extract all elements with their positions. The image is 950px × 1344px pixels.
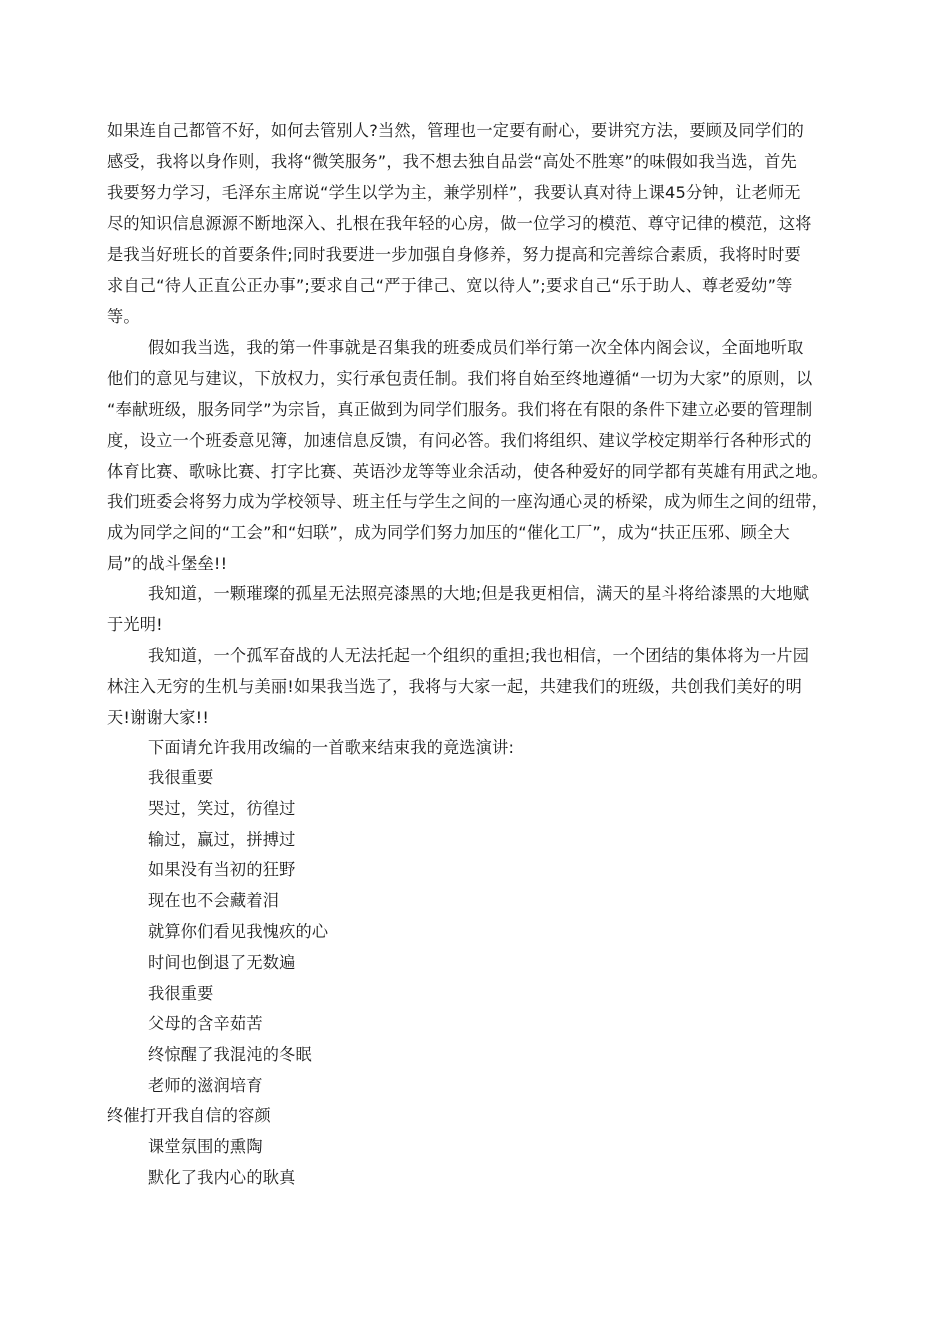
paragraph-start-line: 我知道，一个孤军奋战的人无法托起一个组织的重担;我也相信，一个团结的集体将为一片园: [148, 646, 810, 665]
text-line: 他们的意见与建议，下放权力，实行承包责任制。我们将自始至终地遵循“一切为大家”的原则，以: [107, 369, 813, 388]
text-line: “奉献班级，服务同学”为宗旨，真正做到为同学们服务。我们将在有限的条件下建立必要的管理制: [107, 400, 813, 419]
song-line: 如果没有当初的狂野: [148, 860, 296, 879]
text-line: 成为同学之间的“工会”和“妇联”，成为同学们努力加压的“催化工厂”，成为“扶正压邪、顾全大: [107, 523, 790, 542]
text-line: 感受，我将以身作则，我将“微笑服务”，我不想去独自品尝“高处不胜寒”的味假如我当选，首先: [107, 152, 797, 171]
text-line: 尽的知识信息源源不断地深入、扎根在我年轻的心房，做一位学习的模范、尊守记律的模范，这将: [107, 214, 812, 233]
text-line: 度，设立一个班委意见簿，加速信息反馈，有问必答。我们将组织、建议学校定期举行各种形式的: [107, 431, 812, 450]
text-line: 局”的战斗堡垒!!: [107, 554, 228, 573]
text-line: 于光明!: [107, 615, 163, 634]
song-line: 我很重要: [148, 984, 214, 1003]
song-line: 哭过，笑过，彷徨过: [148, 799, 296, 818]
song-line: 父母的含辛茹苦: [148, 1014, 263, 1033]
text-line: 林注入无穷的生机与美丽!如果我当选了，我将与大家一起，共建我们的班级，共创我们美好的明: [107, 677, 802, 696]
song-line: 就算你们看见我愧疚的心: [148, 922, 329, 941]
paragraph-start-line: 我知道，一颗璀璨的孤星无法照亮漆黑的大地;但是我更相信，满天的星斗将给漆黑的大地赋: [148, 584, 810, 603]
song-line: 我很重要: [148, 768, 214, 787]
text-line: 求自己“待人正直公正办事”;要求自己“严于律己、宽以待人”;要求自己“乐于助人、尊老爱幼”等: [107, 276, 793, 295]
text-line: 我要努力学习，毛泽东主席说“学生以学为主，兼学别样”，我要认真对待上课45分钟，让老师无: [107, 183, 801, 202]
paragraph-start-line: 假如我当选，我的第一件事就是召集我的班委成员们举行第一次全体内阁会议，全面地听取: [148, 338, 804, 357]
text-line: 如果连自己都管不好，如何去管别人?当然，管理也一定要有耐心，要讲究方法，要顾及同学们的: [107, 121, 805, 140]
song-line: 终惊醒了我混沌的冬眠: [148, 1045, 312, 1064]
text-line: 等。: [107, 307, 140, 326]
song-line: 默化了我内心的耿真: [148, 1168, 296, 1187]
song-line: 老师的滋润培育: [148, 1076, 263, 1095]
song-line: 现在也不会藏着泪: [148, 891, 280, 910]
song-line: 输过，赢过，拼搏过: [148, 830, 296, 849]
song-line: 课堂氛围的熏陶: [148, 1137, 263, 1156]
text-line: 是我当好班长的首要条件;同时我要进一步加强自身修养，努力提高和完善综合素质，我将时时要: [107, 245, 801, 264]
song-line: 时间也倒退了无数遍: [148, 953, 296, 972]
text-line: 我们班委会将努力成为学校领导、班主任与学生之间的一座沟通心灵的桥梁，成为师生之间的纽带，: [107, 492, 829, 511]
text-line: 天!谢谢大家!!: [107, 708, 210, 727]
song-line: 终催打开我自信的容颜: [107, 1106, 271, 1125]
text-line: 体育比赛、歌咏比赛、打字比赛、英语沙龙等等业余活动，使各种爱好的同学都有英雄有用武之地。: [107, 462, 829, 481]
paragraph-start-line: 下面请允许我用改编的一首歌来结束我的竟选演讲:: [148, 738, 515, 757]
